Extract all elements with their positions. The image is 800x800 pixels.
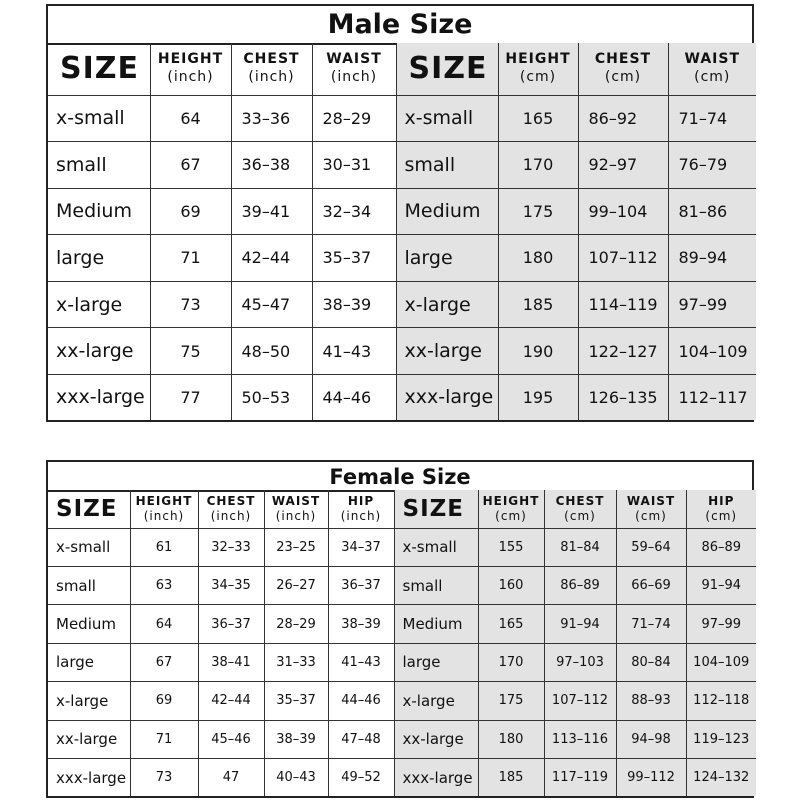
chest-cm-cell: 81–84 [544,528,616,566]
size-cm-cell: small [396,142,498,189]
chest-inch-cell: 42–44 [198,682,264,720]
chest-inch-cell: 34–35 [198,566,264,604]
height-inch-cell: 73 [130,759,198,796]
table-row [48,682,756,720]
header-label: WAIST [626,493,676,508]
male-chart-title: Male Size [48,6,752,45]
header-label: CHEST [243,51,300,68]
size-cell: Medium [48,188,150,235]
header-unit: (inch) [143,508,185,523]
size-cell: x-small [48,528,130,566]
hip-inch-cell: 44–46 [328,682,394,720]
header-unit: (cm) [604,68,642,85]
height-inch-cell: 67 [130,643,198,681]
size-cell: large [48,235,150,282]
size-cm-cell: x-large [396,281,498,328]
waist-inch-cell: 28–29 [264,605,328,643]
height-cm-cell: 185 [498,281,578,328]
height-inch-cell: 69 [130,682,198,720]
chest-cm-cell: 86–92 [578,95,668,142]
height-cm-cell: 165 [478,605,544,643]
hip-inch-cell: 38–39 [328,605,394,643]
waist-cm-cell: 99–112 [616,759,686,796]
header-unit: (cm) [564,508,596,523]
male-height-inch-header [150,43,231,95]
table-row [48,374,756,420]
waist-cm-cell: 80–84 [616,643,686,681]
size-cm-cell: xx-large [394,720,478,758]
size-cm-cell: Medium [394,605,478,643]
height-inch-cell: 77 [150,374,231,420]
chest-inch-cell: 42–44 [231,235,312,282]
waist-inch-cell: 31–33 [264,643,328,681]
waist-inch-cell: 38–39 [312,281,396,328]
waist-inch-cell: 35–37 [312,235,396,282]
size-cell: Medium [48,605,130,643]
table-row [48,720,756,758]
size-cell: small [48,142,150,189]
female-header-row [48,490,756,528]
chest-cm-cell: 126–135 [578,374,668,420]
size-cm-cell: small [394,566,478,604]
header-unit: (inch) [340,508,382,523]
height-inch-cell: 73 [150,281,231,328]
waist-inch-cell: 44–46 [312,374,396,420]
header-unit: (inch) [330,68,378,85]
header-unit: (inch) [248,68,295,85]
height-inch-cell: 75 [150,328,231,375]
size-cm-cell: x-small [394,528,478,566]
header-unit: (cm) [519,68,557,85]
size-cm-cell: xxx-large [396,374,498,420]
chest-inch-cell: 45–46 [198,720,264,758]
size-cell: large [48,643,130,681]
waist-inch-cell: 40–43 [264,759,328,796]
size-cell: xx-large [48,720,130,758]
male-size-table [48,43,756,420]
header-label: WAIST [684,51,740,68]
hip-cm-cell: 124–132 [686,759,756,796]
female-chest-cm-header [544,490,616,528]
table-row [48,643,756,681]
header-label: WAIST [271,493,321,508]
female-height-cm-header [478,490,544,528]
table-row [48,528,756,566]
female-size-header: SIZE [48,490,130,528]
chest-cm-cell: 97–103 [544,643,616,681]
chest-cm-cell: 92–97 [578,142,668,189]
size-cell: xxx-large [48,759,130,796]
female-waist-cm-header [616,490,686,528]
size-cm-cell: xxx-large [394,759,478,796]
height-inch-cell: 64 [130,605,198,643]
height-inch-cell: 71 [130,720,198,758]
size-cm-cell: x-large [394,682,478,720]
chest-inch-cell: 38–41 [198,643,264,681]
height-cm-cell: 190 [498,328,578,375]
female-size-cm-header: SIZE [394,490,478,528]
chest-inch-cell: 32–33 [198,528,264,566]
waist-inch-cell: 41–43 [312,328,396,375]
header-label: WAIST [326,51,382,68]
table-row [48,328,756,375]
hip-inch-cell: 36–37 [328,566,394,604]
hip-inch-cell: 41–43 [328,643,394,681]
waist-inch-cell: 32–34 [312,188,396,235]
hip-cm-cell: 119–123 [686,720,756,758]
table-row [48,188,756,235]
male-size-chart [46,4,754,422]
height-inch-cell: 64 [150,95,231,142]
hip-cm-cell: 104–109 [686,643,756,681]
chest-cm-cell: 122–127 [578,328,668,375]
header-label: HEIGHT [135,493,193,508]
chest-cm-cell: 86–89 [544,566,616,604]
table-row [48,759,756,796]
header-label: HIP [708,493,735,508]
waist-cm-cell: 71–74 [616,605,686,643]
table-row [48,605,756,643]
height-inch-cell: 71 [150,235,231,282]
waist-inch-cell: 35–37 [264,682,328,720]
table-row [48,235,756,282]
chest-inch-cell: 39–41 [231,188,312,235]
chest-inch-cell: 50–53 [231,374,312,420]
female-waist-inch-header [264,490,328,528]
hip-inch-cell: 34–37 [328,528,394,566]
header-unit: (inch) [210,508,252,523]
waist-inch-cell: 38–39 [264,720,328,758]
waist-inch-cell: 23–25 [264,528,328,566]
hip-cm-cell: 86–89 [686,528,756,566]
chest-inch-cell: 47 [198,759,264,796]
chest-inch-cell: 45–47 [231,281,312,328]
waist-cm-cell: 94–98 [616,720,686,758]
header-unit: (cm) [635,508,667,523]
waist-inch-cell: 28–29 [312,95,396,142]
chest-cm-cell: 107–112 [544,682,616,720]
waist-cm-cell: 89–94 [668,235,756,282]
height-cm-cell: 170 [498,142,578,189]
size-cell: x-large [48,682,130,720]
chest-cm-cell: 117–119 [544,759,616,796]
height-inch-cell: 61 [130,528,198,566]
female-chest-inch-header [198,490,264,528]
female-size-table [48,490,756,796]
female-chart-title: Female Size [48,462,752,492]
header-label: CHEST [555,493,605,508]
male-waist-cm-header [668,43,756,95]
size-cm-cell: x-small [396,95,498,142]
female-hip-inch-header [328,490,394,528]
waist-cm-cell: 71–74 [668,95,756,142]
male-size-header: SIZE [48,43,150,95]
size-cell: small [48,566,130,604]
height-inch-cell: 67 [150,142,231,189]
female-size-chart [46,460,754,798]
waist-inch-cell: 26–27 [264,566,328,604]
size-cm-cell: xx-large [396,328,498,375]
height-cm-cell: 175 [498,188,578,235]
size-cell: xxx-large [48,374,150,420]
header-unit: (cm) [495,508,527,523]
chest-inch-cell: 36–37 [198,605,264,643]
size-cell: x-small [48,95,150,142]
male-header-row [48,43,756,95]
table-row [48,142,756,189]
hip-inch-cell: 47–48 [328,720,394,758]
chest-inch-cell: 48–50 [231,328,312,375]
female-hip-cm-header [686,490,756,528]
size-cell: xx-large [48,328,150,375]
height-cm-cell: 160 [478,566,544,604]
header-unit: (inch) [167,68,214,85]
chest-inch-cell: 33–36 [231,95,312,142]
chest-cm-cell: 99–104 [578,188,668,235]
waist-inch-cell: 30–31 [312,142,396,189]
table-row [48,566,756,604]
chest-cm-cell: 91–94 [544,605,616,643]
height-cm-cell: 185 [478,759,544,796]
header-unit: (inch) [275,508,317,523]
size-cell: x-large [48,281,150,328]
female-height-inch-header [130,490,198,528]
height-inch-cell: 69 [150,188,231,235]
waist-cm-cell: 112–117 [668,374,756,420]
waist-cm-cell: 81–86 [668,188,756,235]
header-label: HEIGHT [505,51,571,68]
male-chest-inch-header [231,43,312,95]
height-cm-cell: 180 [498,235,578,282]
hip-cm-cell: 97–99 [686,605,756,643]
height-cm-cell: 155 [478,528,544,566]
height-inch-cell: 63 [130,566,198,604]
chest-cm-cell: 114–119 [578,281,668,328]
male-height-cm-header [498,43,578,95]
header-label: HEIGHT [157,51,224,68]
hip-inch-cell: 49–52 [328,759,394,796]
header-label: HEIGHT [482,493,540,508]
height-cm-cell: 195 [498,374,578,420]
waist-cm-cell: 66–69 [616,566,686,604]
chest-inch-cell: 36–38 [231,142,312,189]
size-cm-cell: large [396,235,498,282]
chest-cm-cell: 107–112 [578,235,668,282]
male-waist-inch-header [312,43,396,95]
size-cm-cell: large [394,643,478,681]
header-unit: (cm) [705,508,738,523]
height-cm-cell: 175 [478,682,544,720]
header-unit: (cm) [694,68,731,85]
header-label: HIP [347,493,375,508]
waist-cm-cell: 76–79 [668,142,756,189]
header-label: CHEST [206,493,256,508]
table-row [48,281,756,328]
header-label: CHEST [594,51,652,68]
hip-cm-cell: 112–118 [686,682,756,720]
height-cm-cell: 180 [478,720,544,758]
male-size-cm-header: SIZE [396,43,498,95]
hip-cm-cell: 91–94 [686,566,756,604]
waist-cm-cell: 59–64 [616,528,686,566]
table-row [48,95,756,142]
male-chest-cm-header [578,43,668,95]
waist-cm-cell: 88–93 [616,682,686,720]
height-cm-cell: 165 [498,95,578,142]
size-cm-cell: Medium [396,188,498,235]
chest-cm-cell: 113–116 [544,720,616,758]
height-cm-cell: 170 [478,643,544,681]
waist-cm-cell: 97–99 [668,281,756,328]
waist-cm-cell: 104–109 [668,328,756,375]
